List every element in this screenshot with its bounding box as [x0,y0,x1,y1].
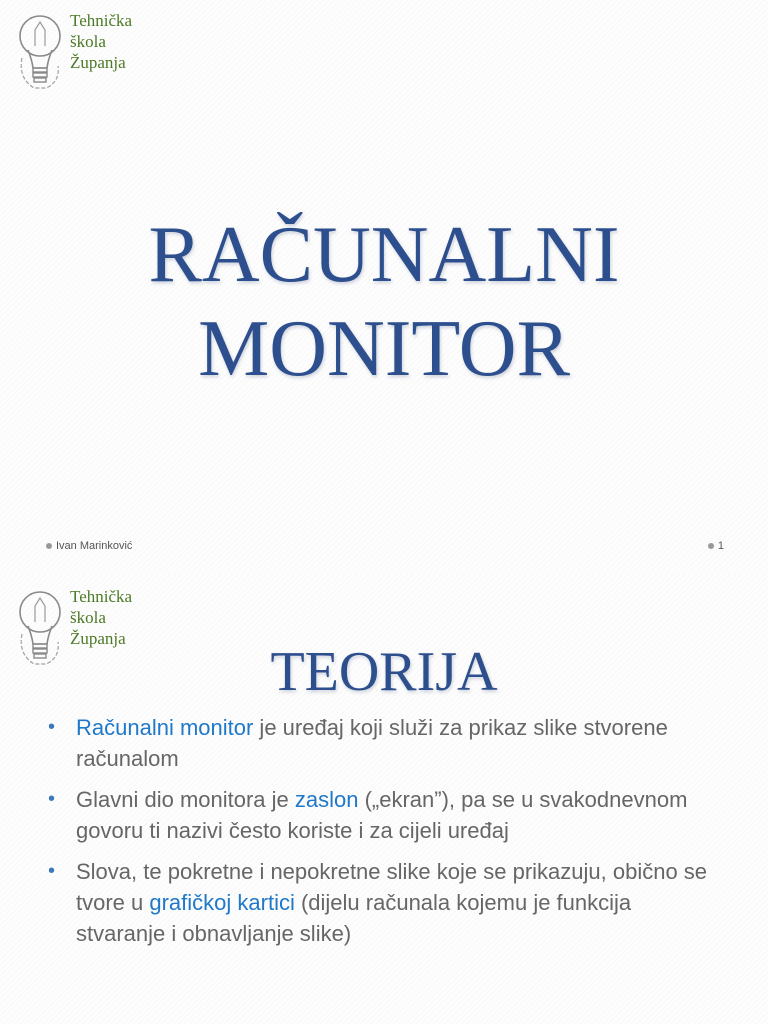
slide-title: TEORIJA [270,641,498,703]
lightbulb-gear-icon [16,8,66,96]
school-name-line1: Tehnička [70,587,133,606]
school-name-line2: škola [70,32,106,51]
footer-author [46,540,132,552]
school-logo [16,8,156,98]
highlighted-term: grafičkoj kartici [149,890,295,915]
bullet-text: je uređaj koji služi za prikaz slike stvorene računalom [76,715,668,771]
bullet-item [46,712,726,774]
school-name-line3: Županja [70,53,126,72]
content-slide [0,574,768,1024]
school-name-line1: Tehnička [70,11,133,30]
bullet-item [46,784,726,846]
footer-page [708,540,724,552]
school-name-line3: Županja [70,629,126,648]
school-name-line2: škola [70,608,106,627]
bullet-text: Slova, te pokretne i nepokretne slike koje se prikazuju, obično se tvore u [76,859,708,915]
highlighted-term: Računalni monitor [76,715,254,740]
bullet-dot-icon [46,543,52,549]
author-name: Ivan Marinković [56,540,133,552]
highlighted-term: zaslon [294,787,359,812]
bullet-dot-icon [708,543,714,549]
bullet-list [46,712,726,959]
page-number: 1 [717,540,724,552]
school-name [70,10,132,73]
bullet-item [46,856,726,949]
bullet-text: Glavni dio monitora je [76,787,295,812]
slide-title [0,208,768,396]
bullet-text: („ekran”), pa se u svakodnevnom govoru ti nazivi često koriste i za cijeli uređaj [76,787,688,843]
bullet-text: (dijelu računala kojemu je funkcija stvaranje i obnavljanje slike) [76,890,632,946]
title-line2: MONITOR [198,305,570,393]
title-line1: RAČUNALNI [148,211,620,299]
